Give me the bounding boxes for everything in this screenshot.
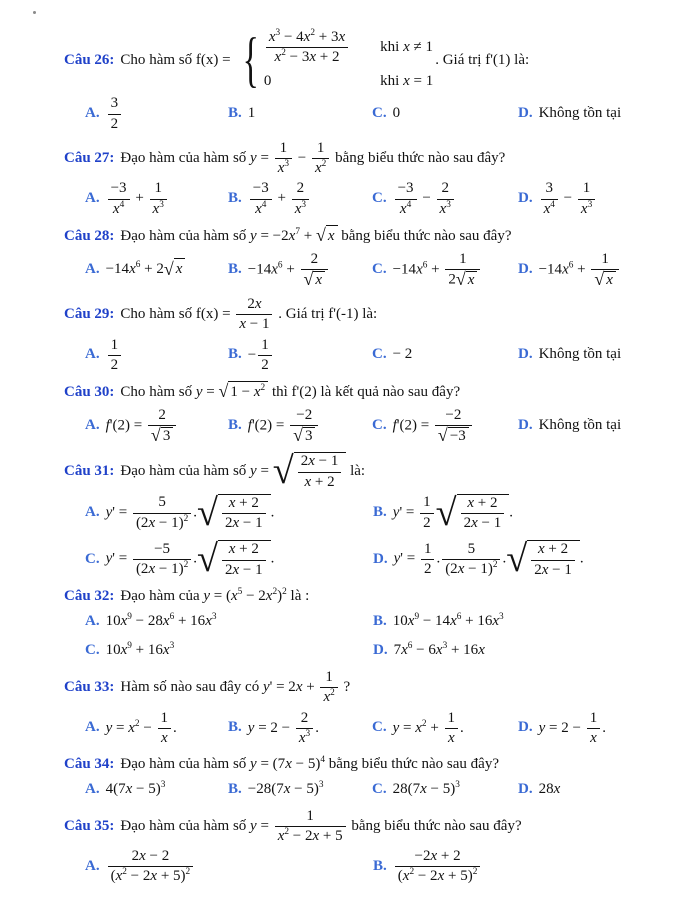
option-text: $\frac{-2x + 2}{(x^2 - 2x + 5)^2}$ [393, 848, 483, 886]
option-letter: C. [372, 105, 387, 122]
options-row [64, 95, 686, 133]
option-letter: A. [85, 417, 100, 434]
option [518, 103, 686, 125]
question-head [64, 754, 686, 776]
question-number: Câu 34: [64, 756, 115, 772]
option-text: y = 2 − $\frac{2}{x^3}$ . [247, 709, 319, 746]
question-head [64, 452, 686, 491]
options-row [64, 710, 686, 748]
option-text: − 2 [392, 346, 413, 363]
question-text: Đạo hàm của hàm số $y = (7x - 5)^4$ bằng biểu thức nào sau đây? [120, 755, 499, 772]
option-letter: B. [373, 857, 387, 874]
question-list [64, 25, 686, 886]
question-head [64, 381, 686, 404]
options-row [64, 407, 686, 446]
options-row [64, 611, 686, 663]
radical-sign: √ [163, 258, 174, 279]
question-number: Câu 28: [64, 227, 115, 244]
question [64, 296, 686, 374]
option-letter: D. [518, 346, 533, 363]
question-text: Đạo hàm của $y = (x^5 - 2x^2)^2$ là : [120, 586, 310, 604]
option-letter: D. [373, 642, 388, 659]
option-letter: D. [373, 550, 388, 567]
option-text: f'(2) = −2 √ −3 [393, 407, 474, 446]
option-letter: A. [85, 260, 100, 277]
option-letter: C. [85, 550, 100, 567]
option [85, 540, 373, 579]
option-text: y' = $\frac{1}{2}$ . $\frac{5}{(2x - 1)^2}$ . √ $\frac{x + 2}{2x - 1}$ . [393, 538, 584, 581]
radical-sign: √ [303, 268, 314, 289]
question [64, 225, 686, 289]
question-text: Cho hàm số y = √ $1 - x^2$ thì f'(2) là kết quả nào sau đây? [120, 384, 460, 400]
option-letter: C. [372, 417, 387, 434]
radical-sign: √ [150, 425, 161, 446]
option [372, 779, 518, 801]
option-letter: C. [372, 190, 387, 207]
option [228, 103, 372, 125]
option-text: y = 2 − $\frac{1}{x}$ . [538, 709, 606, 746]
options-row [64, 251, 686, 290]
options-row [64, 180, 686, 218]
question-number: Câu 33: [64, 679, 115, 696]
radical-sign: √ [594, 268, 605, 289]
option [518, 180, 686, 218]
option-letter: B. [228, 190, 242, 207]
option [373, 640, 686, 662]
option [228, 337, 372, 375]
option-text: f'(2) = 2 √ 3 [106, 407, 179, 446]
options-row [64, 779, 686, 801]
option-text: $-14x^6 + 2$ √ x [106, 258, 186, 281]
option [518, 779, 686, 801]
stray-mark [33, 11, 36, 14]
question-text: Đạo hàm của hàm số y = $\frac{1}{x^2 - 2x + 5}$ bằng biểu thức nào sau đây? [120, 807, 522, 844]
options-row [64, 848, 686, 886]
option-text: Không tồn tại [538, 105, 622, 122]
option-letter: A. [85, 190, 100, 207]
option-text: $10x^9 + 16x^3$ [105, 641, 175, 659]
question [64, 808, 686, 886]
question-head [64, 808, 686, 846]
option [372, 344, 518, 366]
option-letter: C. [85, 642, 100, 659]
option-letter: D. [518, 190, 533, 207]
option [228, 180, 372, 218]
option-text: $10x^9 - 14x^6 + 16x^3$ [392, 611, 504, 629]
radical-sign: √ [272, 450, 294, 493]
option [85, 710, 228, 748]
radical-sign: √ [435, 491, 457, 534]
option [372, 251, 518, 290]
option [85, 640, 373, 662]
radical-sign: √ [196, 491, 218, 534]
option-text: $\frac{3}{2}$ [106, 95, 124, 133]
option-text: f'(2) = −2 √ 3 [248, 407, 321, 446]
option-letter: D. [518, 260, 533, 277]
option-letter: B. [228, 417, 242, 434]
option [518, 251, 686, 290]
option [228, 710, 372, 748]
option [85, 779, 228, 801]
option-text: 1 [247, 105, 256, 122]
option-letter: B. [228, 780, 242, 797]
question-text: Cho hàm số f(x) = $\frac{2x}{x - 1}$ . Giá trị f'(-1) là: [120, 296, 378, 333]
question [64, 140, 686, 218]
option [85, 491, 373, 534]
question [64, 586, 686, 662]
question-head [64, 140, 686, 178]
radical-sign: √ [293, 425, 303, 446]
option [373, 540, 686, 579]
option-letter: A. [85, 346, 100, 363]
option-text: $\frac{3}{x^4}$ − $\frac{1}{x^3}$ [539, 180, 598, 218]
radical-sign: √ [437, 425, 448, 446]
option-text: $28(7x - 5)^3$ [392, 779, 460, 797]
option-letter: C. [372, 719, 387, 736]
question-text: Đạo hàm của hàm số y = √ $\frac{2x - 1}{x + 2}$ là: [120, 450, 366, 493]
options-row [64, 337, 686, 375]
option [372, 407, 518, 446]
option-text: $\frac{1}{2}$ [106, 337, 124, 375]
question-head [64, 25, 686, 94]
option-text: $-28(7x - 5)^3$ [247, 779, 324, 797]
option-text: Không tồn tại [538, 417, 622, 434]
option-letter: A. [85, 504, 100, 521]
option-text: 28x [538, 780, 561, 797]
option [85, 258, 228, 281]
option-text: $-14x^6$ + 1 √ x [539, 251, 621, 290]
option-letter: C. [372, 780, 387, 797]
question-head [64, 586, 686, 608]
option-text: y' = $\frac{-5}{(2x - 1)^2}$ . √ $\frac{x + 2}{2x - 1}$ . [105, 538, 275, 581]
question-number: Câu 27: [64, 149, 115, 166]
option [372, 710, 518, 748]
option-text: $-14x^6$ + 2 √ x [248, 251, 330, 290]
question-number: Câu 32: [64, 587, 115, 604]
option [85, 180, 228, 218]
option-text: $y = x^2$ + $\frac{1}{x}$ . [392, 709, 464, 746]
question [64, 669, 686, 747]
option-letter: B. [228, 105, 242, 122]
option-letter: A. [85, 857, 100, 874]
option-letter: C. [372, 260, 387, 277]
option [372, 180, 518, 218]
option-text: − $\frac{1}{2}$ [248, 337, 274, 375]
option [228, 251, 372, 290]
radical-sign: √ [315, 225, 326, 246]
option-text: y' = $\frac{5}{(2x - 1)^2}$ . √ $\frac{x + 2}{2x - 1}$ . [105, 491, 275, 534]
radical-sign: √ [218, 381, 229, 402]
option-letter: D. [518, 719, 533, 736]
option [518, 344, 686, 366]
option-letter: A. [85, 719, 100, 736]
option-letter: B. [228, 346, 242, 363]
option-text: $y = x^2$ − $\frac{1}{x}$ . [105, 709, 177, 746]
option-text: $\frac{-3}{x^4}$ − $\frac{2}{x^3}$ [393, 180, 456, 218]
option [373, 491, 686, 534]
question [64, 452, 686, 579]
question-number: Câu 35: [64, 817, 115, 834]
option-text: 0 [392, 105, 401, 122]
radical-sign: √ [455, 268, 466, 289]
radical-sign: √ [196, 538, 218, 581]
option-letter: A. [85, 612, 100, 629]
option [85, 337, 228, 375]
option [228, 779, 372, 801]
option [373, 848, 686, 886]
option-letter: B. [228, 260, 242, 277]
question [64, 381, 686, 445]
question-text: Hàm số nào sau đây có y' = 2x + $\frac{1}{x^2}$ ? [120, 669, 351, 706]
option [85, 611, 373, 633]
question-number: Câu 29: [64, 306, 115, 323]
question-text: Đạo hàm của hàm số y = $\frac{1}{x^3}$ − $\frac{1}{x^2}$ bằng biểu thức nào sau đây? [120, 139, 506, 176]
option-text: $\frac{-3}{x^4}$ + $\frac{2}{x^3}$ [248, 180, 311, 218]
question-head [64, 669, 686, 707]
question-text: Đạo hàm của hàm số $y = -2x^7$ + √ x bằng biểu thức nào sau đây? [120, 228, 511, 244]
question-number: Câu 31: [64, 462, 115, 479]
question-head [64, 296, 686, 334]
question-number: Câu 30: [64, 383, 115, 400]
option [85, 407, 228, 446]
option-text: Không tồn tại [538, 346, 622, 363]
option [518, 710, 686, 748]
question-head [64, 225, 686, 248]
option [518, 415, 686, 437]
option-text: $10x^9 - 28x^6 + 16x^3$ [105, 611, 217, 629]
option-letter: B. [228, 719, 242, 736]
option-letter: B. [373, 612, 387, 629]
option [85, 848, 373, 886]
option-letter: C. [372, 346, 387, 363]
option-text: $\frac{-3}{x^4}$ + $\frac{1}{x^3}$ [106, 180, 169, 218]
cases-brace: { [242, 25, 260, 94]
option-letter: A. [85, 105, 100, 122]
option-text: $4(7x - 5)^3$ [105, 779, 166, 797]
option [373, 611, 686, 633]
option-letter: A. [85, 780, 100, 797]
option [228, 407, 372, 446]
option-text: $-14x^6$ + 1 2 √ x [393, 251, 483, 290]
option-letter: D. [518, 780, 533, 797]
question-number: Câu 26: [64, 52, 115, 69]
option [372, 103, 518, 125]
option-text: $7x^6 - 6x^3 + 16x$ [393, 641, 485, 659]
option-letter: D. [518, 417, 533, 434]
option-letter: D. [518, 105, 533, 122]
question [64, 25, 686, 133]
option-text: $\frac{2x - 2}{(x^2 - 2x + 5)^2}$ [106, 848, 196, 886]
option-text: y' = $\frac{1}{2}$ √ $\frac{x + 2}{2x - 1}$ . [392, 491, 513, 534]
radical-sign: √ [506, 538, 528, 581]
options-row [64, 491, 686, 581]
option-letter: B. [373, 504, 387, 521]
question-text: Cho hàm số f(x) = { $\frac{x^3 - 4x^2 + 3x}{x^2 - 3x + 2}$ khi x ≠ 1 0 khi x = 1 . Giá trị f'(1) là: [120, 25, 530, 94]
option [85, 95, 228, 133]
question [64, 754, 686, 801]
